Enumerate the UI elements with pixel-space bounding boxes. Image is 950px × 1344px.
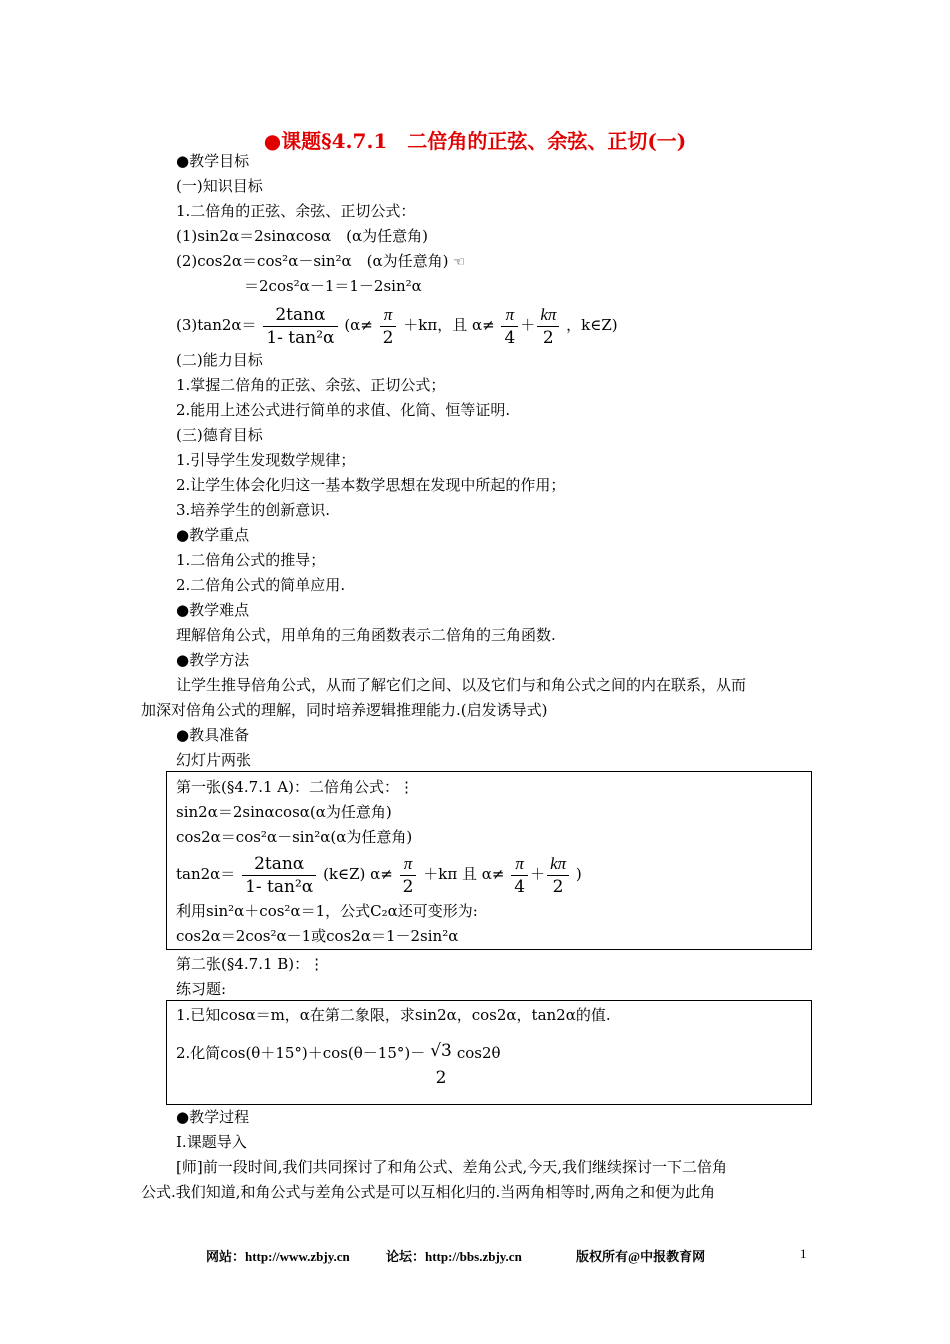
- box1-title: 第一张(§4.7.1 A)：二倍角公式：⋮: [176, 778, 414, 796]
- box1-tan-cond-2: ＋kπ 且 α≠: [423, 865, 505, 883]
- process-heading: ●教学过程: [176, 1108, 250, 1126]
- exercise-2-prefix: 2.化简cos(θ＋15°)＋cos(θ－15°)－: [176, 1044, 426, 1062]
- box1-pi-over-4: [511, 853, 528, 898]
- frac-den: 4: [514, 876, 526, 897]
- difficulty-heading: ●教学难点: [176, 601, 250, 619]
- frac-den: 1- tan²α: [245, 876, 314, 897]
- tan-cond-1: (α≠: [344, 316, 373, 334]
- moral-item-2: 2.让学生体会化归这一基本数学思想在发现中所起的作用；: [176, 476, 566, 494]
- footer-site[interactable]: 网站：http://www.zbjy.cn: [206, 1249, 350, 1264]
- moral-item-3: 3.培养学生的创新意识.: [176, 501, 331, 519]
- frac-num: π: [511, 853, 528, 876]
- process-para-1: [师]前一段时间,我们共同探讨了和角公式、差角公式,今天,我们继续探讨一下二倍角: [176, 1158, 728, 1176]
- moral-item-1: 1.引导学生发现数学规律；: [176, 451, 356, 469]
- tan-fraction: [263, 304, 337, 349]
- sqrt3-over-2: [427, 1036, 455, 1090]
- box1-tan-cond-1: (k∈Z) α≠: [323, 865, 393, 883]
- method-para-1: 让学生推导倍角公式，从而了解它们之间、以及它们与和角公式之间的内在联系，从而: [176, 676, 747, 694]
- footer-copyright: 版权所有@中报教育网: [576, 1249, 706, 1264]
- tools-text: 幻灯片两张: [176, 751, 252, 769]
- box1-pi-over-2: [400, 853, 417, 898]
- method-para-2: 加深对倍角公式的理解，同时培养逻辑推理能力.(启发诱导式): [141, 701, 548, 719]
- tan-denominator: 1- tan²α: [266, 327, 335, 348]
- box1-tan-cond-3: ): [575, 865, 582, 883]
- box1-kpi-over-2: [547, 853, 569, 898]
- frac-num: π: [380, 304, 397, 327]
- focus-heading: ●教学重点: [176, 526, 250, 544]
- frac-den: 2: [542, 327, 554, 348]
- tan-cond-2: ＋kπ，且 α≠: [403, 316, 495, 334]
- page-title: ●课题§4.7.1 二倍角的正弦、余弦、正切(一): [263, 129, 687, 153]
- tan-cond-3: ，k∈Z): [566, 316, 618, 334]
- ability-heading: (二)能力目标: [176, 351, 263, 369]
- footer-forum[interactable]: 论坛：http://bbs.zbjy.cn: [386, 1249, 522, 1264]
- kpi-over-2: [537, 304, 559, 349]
- focus-item-2: 2.二倍角公式的简单应用.: [176, 576, 346, 594]
- frac-num: π: [400, 853, 417, 876]
- formula-cos: [176, 250, 465, 274]
- method-heading: ●教学方法: [176, 651, 250, 669]
- box1-last: cos2α＝2cos²α－1或cos2α＝1－2sin²α: [176, 927, 459, 945]
- box1-sin: sin2α＝2sinαcosα(α为任意角): [176, 803, 392, 821]
- moral-heading: (三)德育目标: [176, 426, 263, 444]
- goals-heading: ●教学目标: [176, 152, 250, 170]
- pi-over-2: [380, 304, 397, 349]
- frac-num: √3: [430, 1041, 452, 1061]
- frac-num: 2tanα: [242, 853, 316, 876]
- process-para-2: 公式.我们知道,和角公式与差角公式是可以互相化归的.当两角相等时,两角之和便为此角: [141, 1183, 716, 1201]
- page-number: 1: [800, 1246, 807, 1261]
- process-section-1: Ⅰ.课题导入: [176, 1133, 247, 1151]
- formula-tan-prefix: (3)tan2α＝: [176, 316, 257, 334]
- box2-sub: 练习题:: [176, 980, 227, 998]
- frac-num: π: [501, 304, 518, 327]
- knowledge-heading: (一)知识目标: [176, 177, 263, 195]
- formula-cos-alt: ＝2cos²α－1＝1－2sin²α: [244, 277, 422, 295]
- ability-item-2: 2.能用上述公式进行简单的求值、化简、恒等证明.: [176, 401, 511, 419]
- frac-den: 2: [435, 1068, 447, 1088]
- exercise-1: 1.已知cosα＝m，α在第二象限，求sin2α，cos2α，tan2α的值.: [176, 1006, 611, 1024]
- ability-item-1: 1.掌握二倍角的正弦、余弦、正切公式；: [176, 376, 446, 394]
- focus-item-1: 1.二倍角公式的推导；: [176, 551, 326, 569]
- frac-den: 2: [552, 876, 564, 897]
- box1-cos: cos2α＝cos²α－sin²α(α为任意角): [176, 828, 413, 846]
- formula-cos-text: (2)cos2α＝cos²α－sin²α (α为任意角): [176, 252, 449, 270]
- exercise-2: [176, 1036, 501, 1092]
- hand-icon: ☜: [453, 255, 465, 270]
- box1-tan-prefix: tan2α＝: [176, 865, 236, 883]
- box1-tan: tan2α＝ $\frac{2\tan\alpha}{\text{1- tan²α}}$ (k∈Z) α≠ $\frac{\pi}{2}$ ＋kπ 且 α≠ $\frac{\pi}{4}$ ＋ $\frac{k\pi}{2}$ ): [176, 853, 582, 897]
- box2-title: 第二张(§4.7.1 B)：⋮: [176, 955, 325, 973]
- frac-den: 4: [504, 327, 516, 348]
- box1-use: 利用sin²α＋cos²α＝1，公式C₂α还可变形为:: [176, 902, 478, 920]
- difficulty-text: 理解倍角公式，用单角的三角函数表示二倍角的三角函数.: [176, 626, 556, 644]
- exercise-2-suffix: cos2θ: [456, 1044, 501, 1062]
- formula-sin: (1)sin2α＝2sinαcosα (α为任意角): [176, 227, 428, 245]
- tan-numerator: 2tanα: [263, 304, 337, 327]
- pi-over-4: [501, 304, 518, 349]
- frac-den: 2: [402, 876, 414, 897]
- frac-num: kπ: [547, 853, 569, 876]
- formula-tan: (3)tan2α＝ $\frac{2\tan\alpha}{\text{1- tan²α}}$ (α≠ $\frac{\pi}{2}$ ＋kπ，且 α≠ $\frac{\pi}{4}$ ＋ $\frac{k\pi}{2}$ ，k∈Z): [176, 304, 618, 348]
- frac-den: 2: [382, 327, 394, 348]
- frac-num: kπ: [537, 304, 559, 327]
- box1-tan-fraction: [242, 853, 316, 898]
- knowledge-item-1: 1.二倍角的正弦、余弦、正切公式：: [176, 202, 416, 220]
- tools-heading: ●教具准备: [176, 726, 250, 744]
